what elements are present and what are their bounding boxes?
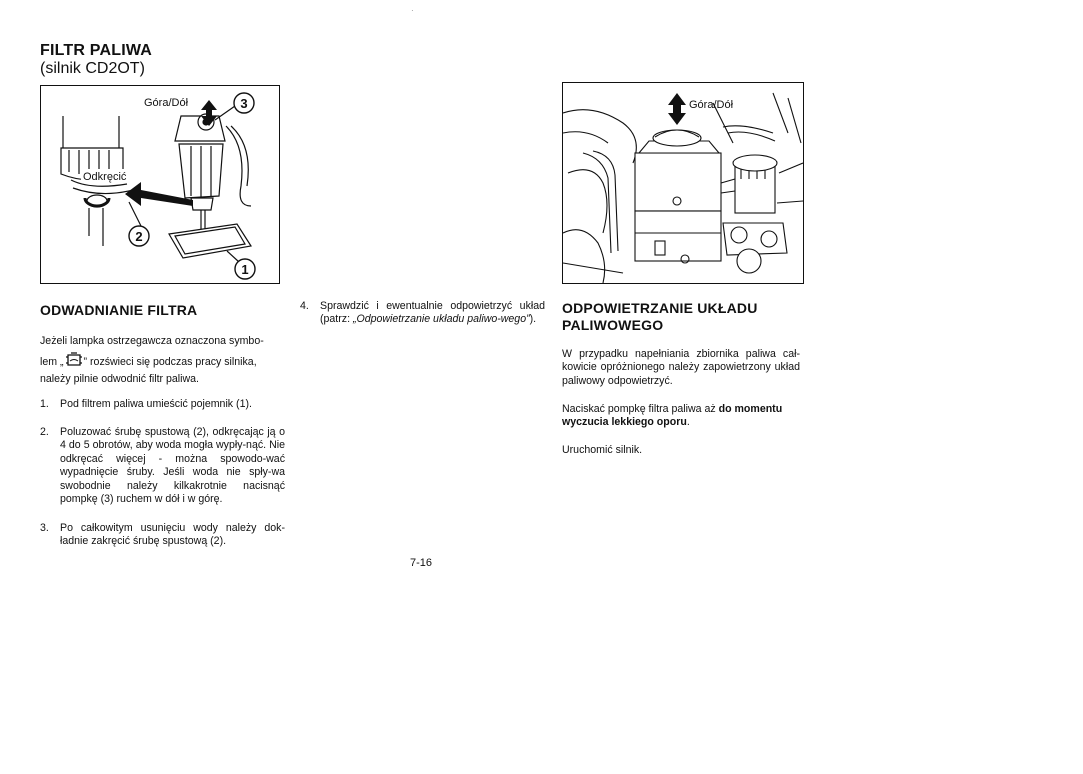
step-4 bbox=[300, 300, 545, 342]
step-2-text: Poluzować śrubę spustową (2), odkręcając ją o 4 do 5 obrotów, aby woda mogła wypły-nąć. Nie odkręcać więcej - można spowodo-wać wypadnięcie śruby. Jeśli woda nie spły-wa swobodnie należy kilkakrotnie nacisnąć pompkę (3) ruchem w dół i w górę. bbox=[60, 426, 285, 506]
callout-1: 1 bbox=[241, 262, 249, 277]
page-subtitle: (silnik CD2OT) bbox=[40, 60, 145, 77]
step-1-text: Pod filtrem paliwa umieścić pojemnik (1). bbox=[60, 398, 252, 410]
step-2-number: 2. bbox=[40, 426, 49, 438]
intro-line-2 bbox=[40, 352, 285, 372]
engine-bay-illustration bbox=[563, 83, 803, 283]
step-4-text-start: Sprawdzić i ewentualnie odpowietrzyć układ (patrz: bbox=[320, 300, 545, 326]
bleeding-paragraph-3: Uruchomić silnik. bbox=[562, 444, 643, 456]
step-1-number: 1. bbox=[40, 398, 49, 410]
section-heading-bleeding: ODPOWIETRZANIE UKŁADU PALIWOWEGO bbox=[562, 300, 758, 333]
callout-2: 2 bbox=[135, 229, 143, 244]
scan-dot: · bbox=[411, 6, 414, 15]
bleeding-paragraph-2 bbox=[562, 403, 800, 430]
intro-line-2-before: lem „ bbox=[40, 356, 64, 369]
step-4-text-end: ). bbox=[529, 313, 537, 326]
figure-fuel-bleeding bbox=[562, 82, 804, 284]
step-3-number: 3. bbox=[40, 522, 49, 534]
step-4-cross-reference: „Odpowietrzanie układu paliwo-wego” bbox=[352, 313, 530, 326]
step-2 bbox=[40, 426, 285, 508]
bleeding-paragraph-2-start: Naciskać pompkę filtra paliwa aż bbox=[562, 403, 719, 415]
fuel-filter-drain-illustration bbox=[41, 86, 279, 283]
bleeding-paragraph-1: W przypadku napełniania zbiornika paliwa cał-kowicie opróżnionego należy zapowietrzony układ paliwowy odpowietrzyć. bbox=[562, 348, 800, 387]
step-3-text: Po całkowitym usunięciu wody należy dok-ładnie zakręcić śrubę spustową (2). bbox=[60, 522, 285, 548]
water-in-fuel-warning-icon bbox=[64, 352, 84, 372]
intro-line-3: należy pilnie odwodnić filtr paliwa. bbox=[40, 372, 199, 385]
bleeding-paragraph-2-bold: do momentu wyczucia lekkiego oporu bbox=[562, 403, 783, 429]
label-loosen: Odkręcić bbox=[83, 171, 127, 183]
section-heading-draining: ODWADNIANIE FILTRA bbox=[40, 302, 198, 318]
step-3 bbox=[40, 522, 285, 550]
label-updown: Góra/Dół bbox=[144, 97, 189, 109]
step-4-number: 4. bbox=[300, 300, 309, 312]
step-4-text bbox=[320, 300, 545, 327]
label-updown-right: Góra/Dół bbox=[689, 99, 734, 111]
bleeding-paragraph-2-end: . bbox=[686, 416, 690, 429]
intro-line-1: Jeżeli lampka ostrzegawcza oznaczona symbo- bbox=[40, 335, 264, 347]
page-number: 7-16 bbox=[410, 557, 433, 569]
page-title: FILTR PALIWA bbox=[40, 42, 153, 59]
intro-line-2-after: ” rozświeci się podczas pracy silnika, bbox=[83, 356, 257, 369]
intro-paragraph bbox=[40, 335, 285, 386]
callout-3: 3 bbox=[240, 96, 248, 111]
figure-fuel-filter-drain bbox=[40, 85, 280, 284]
step-1 bbox=[40, 398, 285, 412]
